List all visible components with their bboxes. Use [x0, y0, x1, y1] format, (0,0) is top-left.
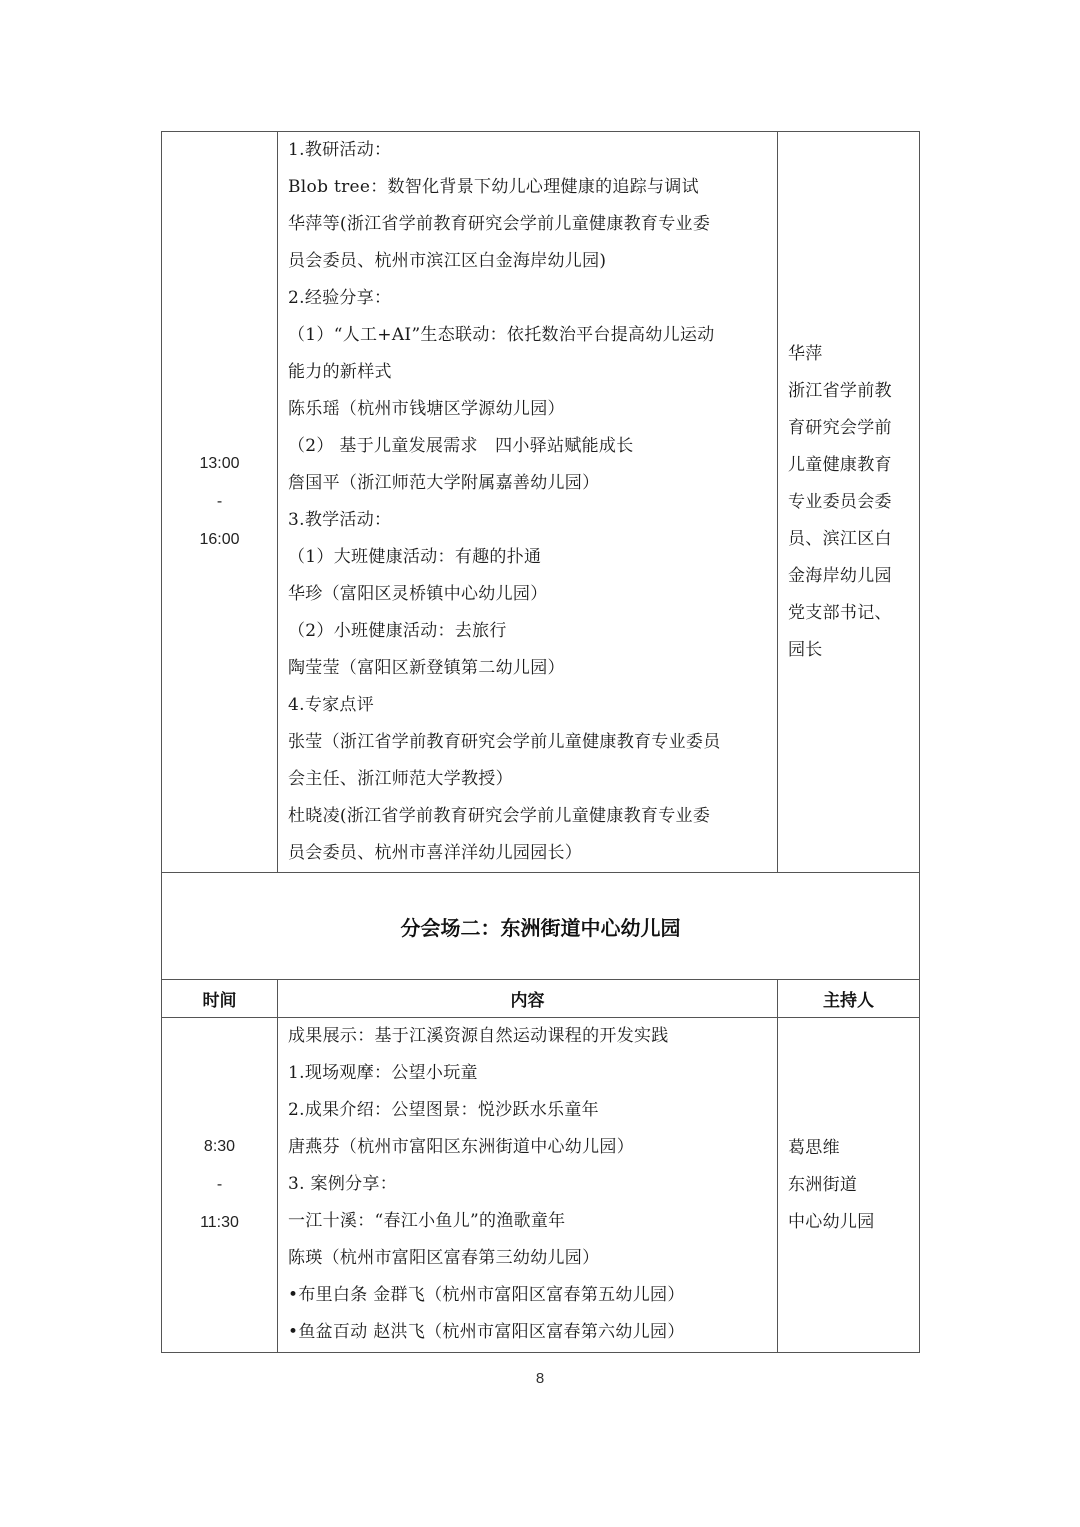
time-cell [162, 1018, 278, 1353]
content-line: 能力的新样式 [288, 362, 392, 382]
content-line: 3.教学活动： [288, 510, 392, 530]
content-line: 华萍等(浙江省学前教育研究会学前儿童健康教育专业委 [288, 214, 711, 234]
content-line: 成果展示：基于江溪资源自然运动课程的开发实践 [288, 1026, 669, 1046]
content-line: （2） 基于儿童发展需求 四小驿站赋能成长 [288, 436, 634, 456]
content-line: 唐燕芬（杭州市富阳区东洲街道中心幼儿园） [288, 1137, 634, 1157]
host-line: 专业委员会委 [788, 491, 892, 512]
content-line: •布里白条 金群飞（杭州市富阳区富春第五幼儿园） [288, 1285, 685, 1305]
content-cell [278, 1018, 778, 1353]
host-line: 育研究会学前 [788, 417, 892, 438]
content-line: 会主任、浙江师范大学教授） [288, 769, 513, 789]
header-time: 时间 [162, 980, 278, 1018]
host-line: 园长 [788, 639, 823, 660]
host-line: 金海岸幼儿园 [788, 565, 892, 586]
content-line: 1.教研活动： [288, 140, 392, 160]
content-line: 詹国平（浙江师范大学附属嘉善幼儿园） [288, 473, 600, 493]
host-name: 华萍 [788, 343, 823, 364]
header-row [162, 980, 920, 1018]
content-line: 张莹（浙江省学前教育研究会学前儿童健康教育专业委员 [288, 732, 721, 752]
content-line: （1）大班健康活动：有趣的扑通 [288, 547, 542, 567]
host-cell [778, 1018, 920, 1353]
host-line: 儿童健康教育 [788, 454, 892, 475]
header-host: 主持人 [778, 980, 920, 1018]
section-title: 分会场二：东洲街道中心幼儿园 [162, 873, 920, 980]
host-name: 葛思维 [788, 1137, 840, 1158]
time-cell [162, 132, 278, 873]
host-line: 党支部书记、 [788, 602, 892, 623]
schedule-table [161, 131, 920, 1353]
content-line: •鱼盆百动 赵洪飞（杭州市富阳区富春第六幼儿园） [288, 1322, 685, 1342]
content-line: 陶莹莹（富阳区新登镇第二幼儿园） [288, 658, 565, 678]
section-title-row [162, 873, 920, 980]
content-line: 陈乐瑶（杭州市钱塘区学源幼儿园） [288, 399, 565, 419]
time-start: 13:00 [199, 455, 240, 472]
content-line: 员会委员、杭州市喜洋洋幼儿园园长） [288, 843, 583, 863]
content-line: 1.现场观摩：公望小玩童 [288, 1063, 478, 1083]
content-line: 华珍（富阳区灵桥镇中心幼儿园） [288, 584, 548, 604]
content-line: 杜晓凌(浙江省学前教育研究会学前儿童健康教育专业委 [288, 806, 711, 826]
host-line: 浙江省学前教 [788, 380, 892, 401]
host-cell [778, 132, 920, 873]
session-row-morning [162, 1018, 920, 1353]
page-number: 8 [535, 1370, 545, 1387]
content-line: （2）小班健康活动：去旅行 [288, 621, 507, 641]
content-line: Blob tree：数智化背景下幼儿心理健康的追踪与调试 [288, 177, 699, 197]
content-line: 一江十溪：“春江小鱼儿”的渔歌童年 [288, 1211, 566, 1231]
content-cell [278, 132, 778, 873]
host-line: 员、滨江区白 [788, 528, 892, 549]
session-row-afternoon [162, 132, 920, 873]
content-line: 2.经验分享： [288, 288, 392, 308]
content-line: 3. 案例分享： [288, 1174, 398, 1194]
time-start: 8:30 [203, 1138, 236, 1155]
content-line: 4.专家点评 [288, 695, 375, 715]
content-line: 员会委员、杭州市滨江区白金海岸幼儿园) [288, 251, 607, 271]
content-line: 陈瑛（杭州市富阳区富春第三幼幼儿园） [288, 1248, 600, 1268]
time-separator: - [216, 1176, 223, 1193]
time-separator: - [216, 493, 223, 510]
time-end: 11:30 [200, 1214, 239, 1231]
header-content: 内容 [278, 980, 778, 1018]
content-line: （1）“人工+AI”生态联动：依托数治平台提高幼儿运动 [288, 325, 715, 345]
host-line: 东洲街道 [788, 1174, 858, 1195]
host-line: 中心幼儿园 [788, 1211, 875, 1232]
time-end: 16:00 [199, 531, 240, 548]
content-line: 2.成果介绍：公望图景：悦沙跃水乐童年 [288, 1100, 599, 1120]
